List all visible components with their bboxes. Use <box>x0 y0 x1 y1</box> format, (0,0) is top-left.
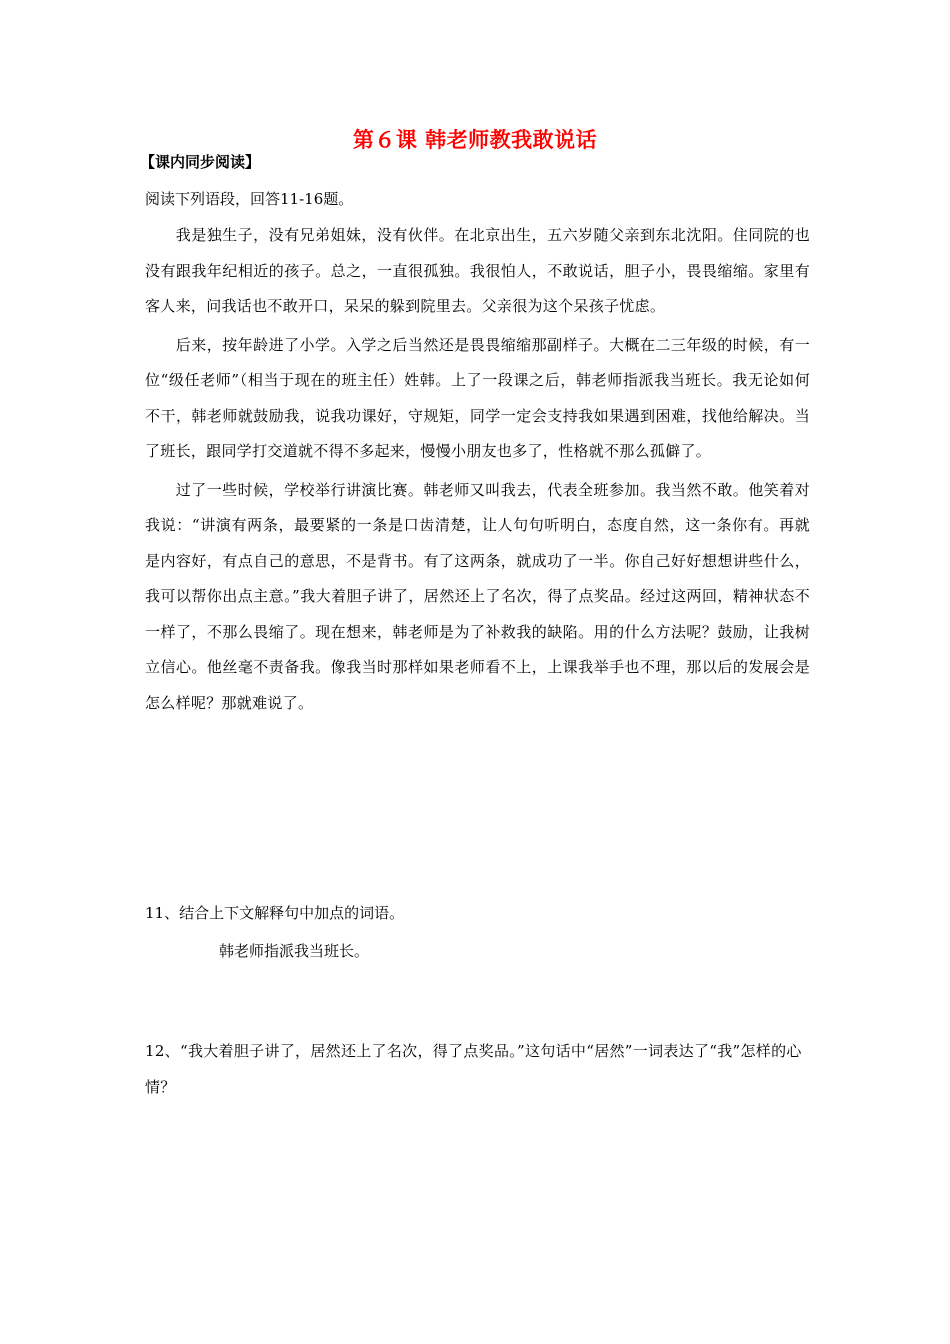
passage-paragraph-3: 过了一些时候，学校举行讲演比赛。韩老师又叫我去，代表全班参加。我当然不敢。他笑着对我说：“讲演有两条，最要紧的一条是口齿清楚，让人句句听明白，态度自然，这一条你有。再就是内容好，有点自己的意思，不是背书。有了这两条，就成功了一半。你自己好好想想讲些什么，我可以帮你出点主意。”我大着胆子讲了，居然还上了名次，得了点奖品。经过这两回，精神状态不一样了，不那么畏缩了。现在想来，韩老师是为了补救我的缺陷。用的什么方法呢？鼓励，让我树立信心。他丝毫不责备我。像我当时那样如果老师看不上，上课我举手也不理，那以后的发展会是怎么样呢？那就难说了。 <box>145 480 810 712</box>
reading-passage <box>145 218 810 724</box>
section-label: 【课内同步阅读】 <box>140 153 261 171</box>
passage-paragraph-2: 后来，按年龄进了小学。入学之后当然还是畏畏缩缩那副样子。大概在二三年级的时候，有一位“级任老师”（相当于现在的班主任）姓韩。上了一段课之后，韩老师指派我当班长。我无论如何不干，韩老师就鼓励我，说我功课好，守规矩，同学一定会支持我如果遇到困难，找他给解决。当了班长，跟同学打交道就不得不多起来，慢慢小朋友也多了，性格就不那么孤僻了。 <box>145 335 810 460</box>
reading-instruction: 阅读下列语段，回答11-16题。 <box>145 190 354 208</box>
question-11-sentence: 韩老师指派我当班长。 <box>219 942 370 960</box>
passage-paragraph-1: 我是独生子，没有兄弟姐妹，没有伙伴。在北京出生，五六岁随父亲到东北沈阳。住同院的也没有跟我年纪相近的孩子。总之，一直很孤独。我很怕人，不敢说话，胆子小，畏畏缩缩。家里有客人来，问我话也不敢开口，呆呆的躲到院里去。父亲很为这个呆孩子忧虑。 <box>145 226 810 315</box>
lesson-title: 第６课 韩老师教我敢说话 <box>352 128 598 152</box>
question-12-prompt: 12、“我大着胆子讲了，居然还上了名次，得了点奖品。”这句话中“居然”一词表达了“我”怎样的心情？ <box>145 1042 802 1096</box>
question-11-prompt: 11、结合上下文解释句中加点的词语。 <box>145 904 405 922</box>
